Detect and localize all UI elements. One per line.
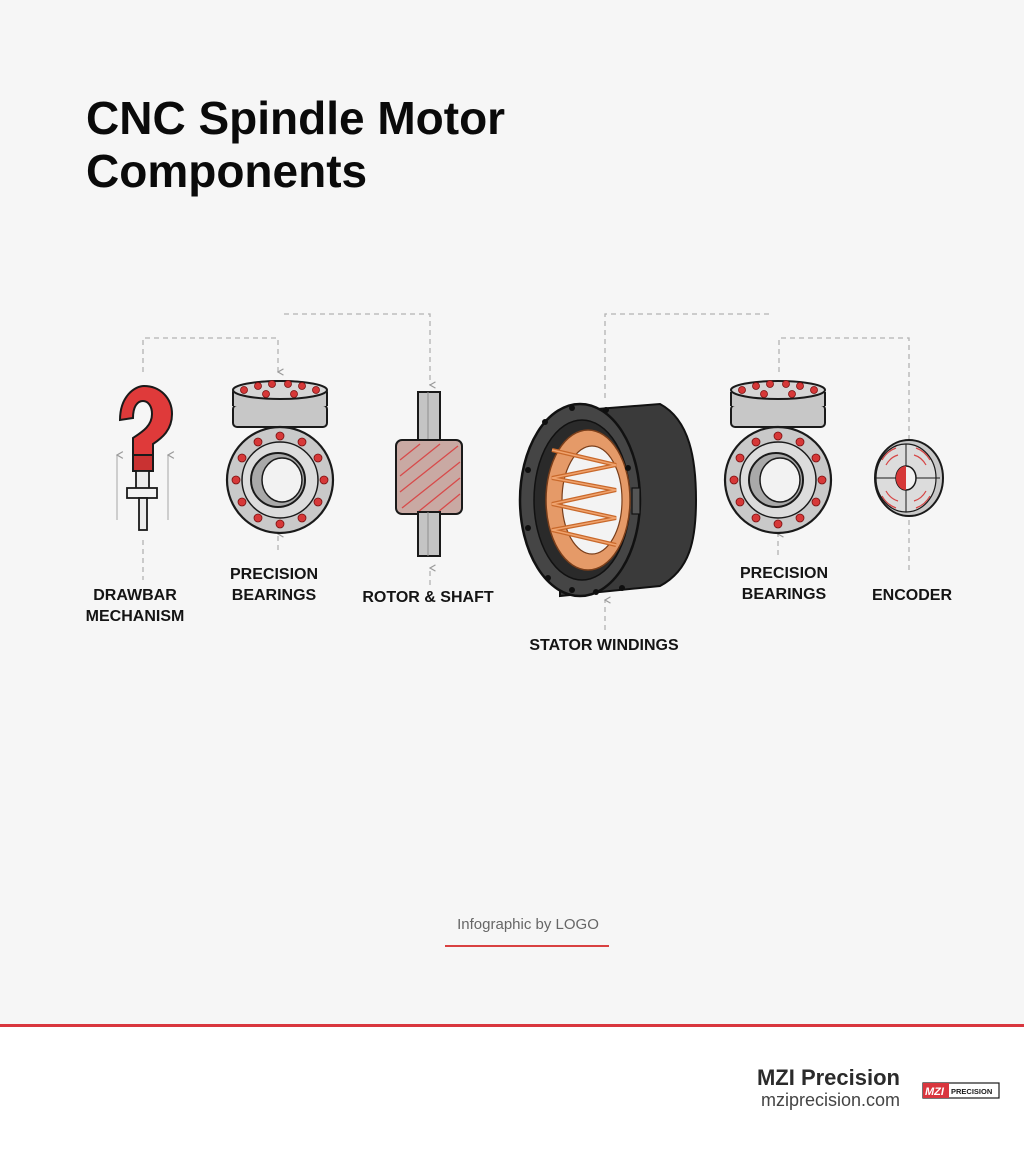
svg-text:PRECISION: PRECISION <box>951 1087 993 1096</box>
credit-underline <box>445 945 609 947</box>
label-precision-bearings-left: PRECISION BEARINGS <box>229 566 319 604</box>
title-line-1: CNC Spindle Motor <box>86 92 506 144</box>
company-name: MZI Precision <box>756 1065 900 1090</box>
bearing-icon-right <box>725 381 831 534</box>
company-logo <box>922 1081 1000 1101</box>
connector-drawbar-bearing <box>143 338 278 372</box>
infographic-credit: Infographic by LOGO <box>457 916 599 933</box>
encoder-icon <box>875 440 943 516</box>
svg-text:MZI: MZI <box>925 1086 944 1098</box>
drawbar-hook-icon <box>117 386 172 530</box>
stator-icon <box>520 404 696 596</box>
title-line-2: Components <box>86 145 368 197</box>
label-drawbar-mechanism: DRAWBAR MECHANISM <box>85 587 185 625</box>
rotor-shaft-icon <box>396 392 462 556</box>
label-encoder: ENCODER <box>871 587 953 604</box>
footer-divider <box>0 1024 1024 1027</box>
label-rotor-shaft: ROTOR & SHAFT <box>362 589 494 606</box>
label-precision-bearings-right: PRECISION BEARINGS <box>739 565 829 603</box>
website-link[interactable]: mziprecision.com <box>760 1090 900 1110</box>
connector-rotor <box>284 314 430 385</box>
bearing-icon-left <box>227 381 333 534</box>
label-stator-windings: STATOR WINDINGS <box>529 637 679 654</box>
